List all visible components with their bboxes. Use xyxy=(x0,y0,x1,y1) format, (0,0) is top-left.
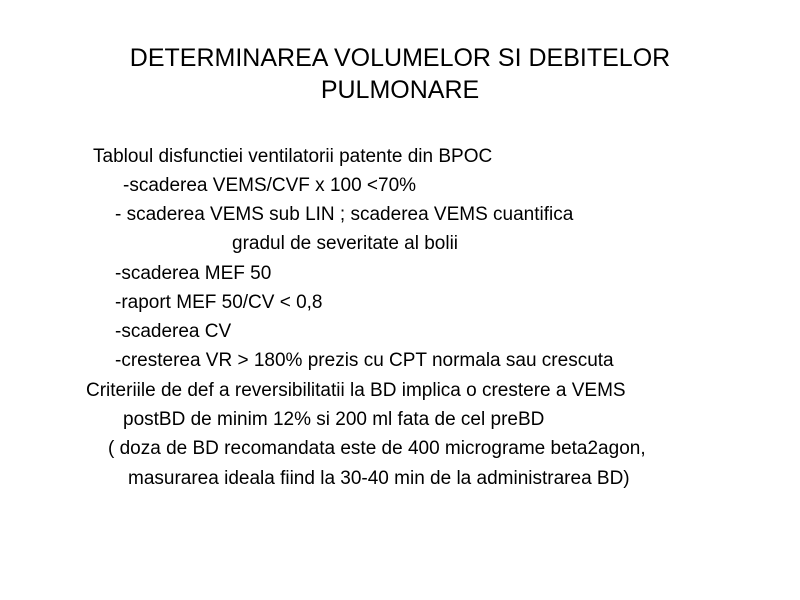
body-line-bd-dose: ( doza de BD recomandata este de 400 micrograme beta2agon, xyxy=(108,438,646,459)
body-line-postbd: postBD de minim 12% si 200 ml fata de cel preBD xyxy=(123,409,545,430)
body-line-mef50-cv-ratio: -raport MEF 50/CV < 0,8 xyxy=(115,292,323,313)
slide-title-line-2: PULMONARE xyxy=(320,76,480,104)
body-line-cv: -scaderea CV xyxy=(115,321,232,342)
body-line-vems-cvf: -scaderea VEMS/CVF x 100 <70% xyxy=(123,175,417,196)
body-line-mef50: -scaderea MEF 50 xyxy=(115,263,272,284)
slide-title-line-1: DETERMINAREA VOLUMELOR SI DEBITELOR xyxy=(129,44,671,72)
body-line-intro: Tabloul disfunctiei ventilatorii patente din BPOC xyxy=(93,146,493,167)
body-line-measurement-timing: masurarea ideala fiind la 30-40 min de la administrarea BD) xyxy=(128,468,630,489)
body-line-severity: gradul de severitate al bolii xyxy=(232,233,459,254)
slide-title xyxy=(0,42,800,106)
body-line-vr: -cresterea VR > 180% prezis cu CPT normala sau crescuta xyxy=(115,350,614,371)
body-line-reversibility-criteria: Criteriile de def a reversibilitatii la BD implica o crestere a VEMS xyxy=(86,380,626,401)
body-line-vems-lin: - scaderea VEMS sub LIN ; scaderea VEMS cuantifica xyxy=(115,204,574,225)
